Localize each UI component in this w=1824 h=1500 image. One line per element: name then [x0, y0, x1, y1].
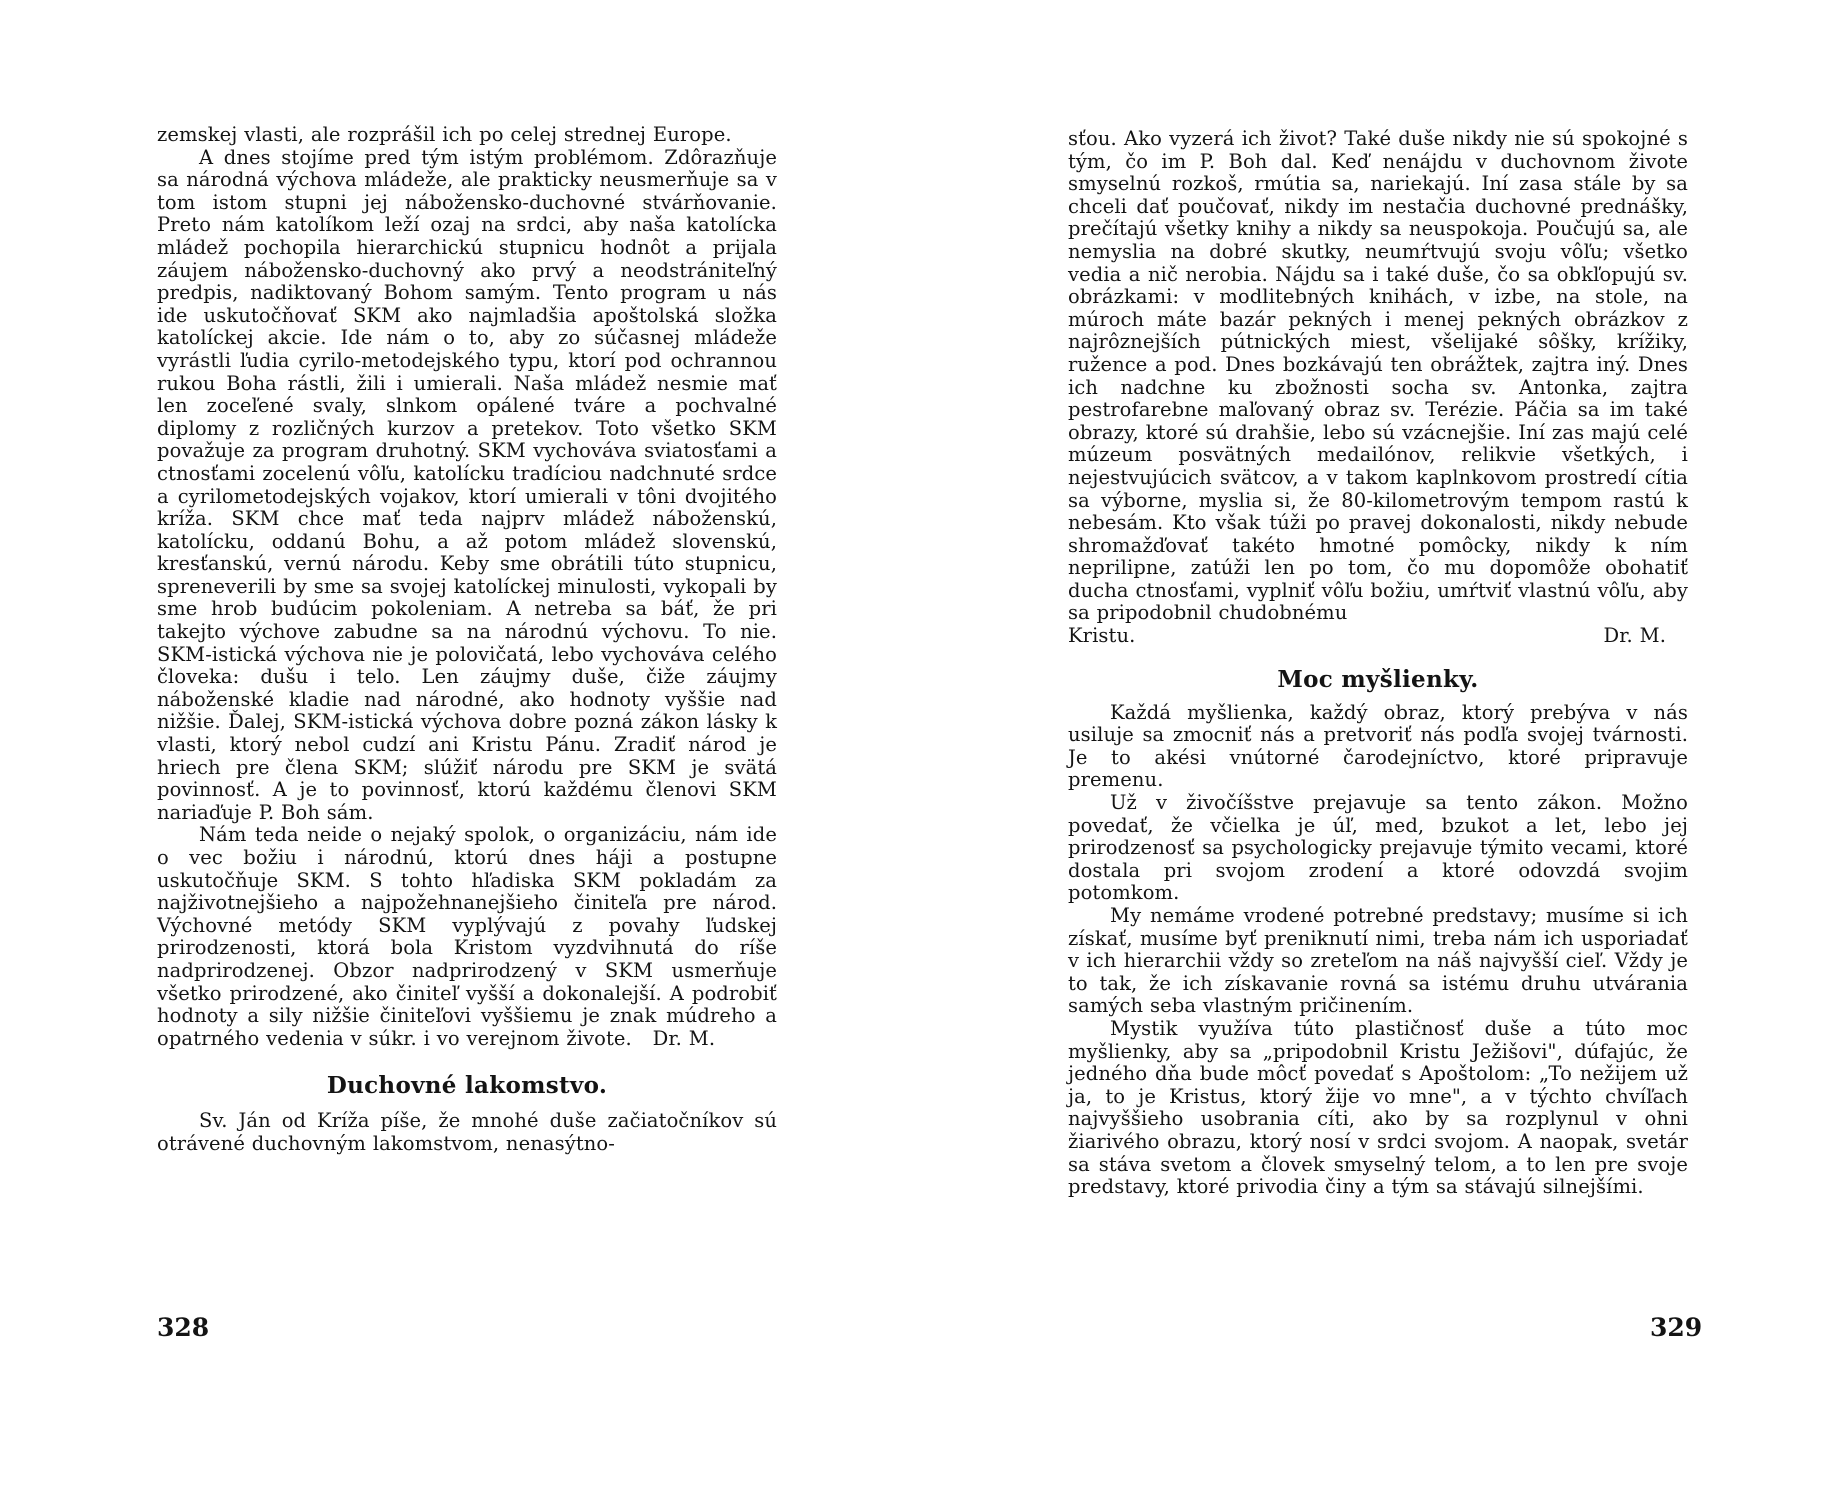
right-signature: Dr. M.: [1603, 624, 1666, 648]
left-paragraph-3: Nám teda neide o nejaký spolok, o organizáciu, nám ide o vec božiu i národnú, ktorú dnes háji a postupne uskutočňuje SKM. S tohto hľadiska SKM pokladám za najživotnejšieho a najpožehnanejšieho činiteľa pre národ. Výchovné metódy SKM vyplývajú z povahy ľudskej prirodzenosti, ktorá bola Kristom vyzdvihnutá do ríše nadprirodzenej. Obzor nadprirodzený v SKM usmerňuje všetko prirodzené, ako činiteľ vyšší a dokonalejší. A podrobiť hodnoty a sily nižšie činiteľovi vyššiemu je znak múdreho a opatrného vedenia v súkr. i vo verejnom živote.: [157, 823, 777, 1050]
right-paragraph-3: My nemáme vrodené potrebné predstavy; musíme si ich získať, musíme byť preniknutí nimi, treba nám ich usporiadať v ich hierarchii vždy so zreteľom na náš najvyšší cieľ. Vždy je to tak, že ich získavanie rovná sa istému druhu utvárania samých seba vlastným pričinením.: [1068, 904, 1688, 1018]
left-signature: Dr. M.: [652, 1026, 716, 1050]
right-closing-line: [1068, 625, 1688, 648]
page-number-right: 329: [1650, 1313, 1703, 1342]
left-page: [157, 124, 777, 1156]
right-closing-word: Kristu.: [1068, 624, 1136, 648]
left-paragraph-1: zemskej vlasti, ale rozprášil ich po celej strednej Europe.: [157, 123, 732, 146]
left-closing-paragraph: Sv. Ján od Kríža píše, že mnohé duše začiatočníkov sú otrávené duchovným lakomstvom, nenasýtno-: [157, 1109, 777, 1155]
left-paragraph-2: A dnes stojíme pred tým istým problémom. Zdôrazňuje sa národná výchova mládeže, ale prakticky neusmerňuje sa v tom istom stupni jej nábožensko-duchovné stvárňovanie. Preto nám katolíkom leží ozaj na srdci, aby naša katolícka mládež pochopila hierarchickú stupnicu hodnôt a prijala záujem nábožensko-duchovný ako prvý a neodstrániteľný predpis, nadiktovaný Bohom samým. Tento program u nás ide uskutočňovať SKM ako najmladšia apoštolská složka katolíckej akcie. Ide nám o to, aby zo súčasnej mládeže vyrástli ľudia cyrilo-metodejského typu, ktorí pod ochrannou rukou Boha rástli, žili i umierali. Naša mládež nesmie mať len zoceľené svaly, slnkom opálené tváre a pochvalné diplomy z rozličných kurzov a pretekov. Toto všetko SKM považuje za program druhotný. SKM vychováva sviatosťami a ctnosťami zocelenú vôľu, katolícku tradíciou nadchnuté srdce a cyrilometodejských vojakov, ktorí umierali v tôni dvojitého kríža. SKM chce mať teda najprv mládež náboženskú, katolícku, oddanú Bohu, a až potom mládež slovenskú, kresťanskú, vernú národu. Keby sme obrátili túto stupnicu, spreneverili by sme sa svojej katolíckej minulosti, vykopali by sme hrob budúcim pokoleniam. A netreba sa báť, že pri takejto výchove zabudne sa na národnú výchovu. To nie. SKM-istická výchova nie je polovičatá, lebo vychováva celého človeka: dušu i telo. Len záujmy duše, čiže záujmy náboženské kladie nad národné, ako hodnoty vyššie nad nižšie. Ďalej, SKM-istická výchova dobre pozná zákon lásky k vlasti, ktorý nebol cudzí ani Kristu Pánu. Zradiť národ je hriech pre člena SKM; slúžiť národu pre SKM je svätá povinnosť. A je to povinnosť, ktorú každému členovi SKM nariaďuje P. Boh sám.: [157, 145, 777, 824]
right-paragraph-2: Už v živočíšstve prejavuje sa tento zákon. Možno povedať, že včielka je úľ, med, bzukot a let, lebo jej prirodzenosť sa psychologicky prejavuje týmito vecami, ktoré dostala pri svojom zrodení a ktoré odovzdá svojim potomkom.: [1068, 791, 1688, 905]
right-paragraph-1: Každá myšlienka, každý obraz, ktorý prebýva v nás usiluje sa zmocniť nás a pretvoriť nás podľa svojej tvárnosti. Je to akési vnútorné čarodejníctvo, ktoré pripravuje premenu.: [1068, 700, 1688, 792]
left-paragraph-3-with-signature: [157, 824, 777, 1050]
right-opening-paragraph: sťou. Ako vyzerá ich život? Také duše nikdy nie sú spokojné s tým, čo im P. Boh dal. Keď nenájdu v duchovnom živote smyselnú rozkoš, rmútia sa, nariekajú. Iní zasa stále by sa chceli dať poučovať, nikdy im nestačia duchovné prednášky, prečítajú všetky knihy a nikdy sa neuspokoja. Poučujú sa, ale nemyslia na dobré skutky, neumŕtvujú svoju vôľu; všetko vedia a nič nerobia. Nájdu sa i také duše, čo sa obkľopujú sv. obrázkami: v modlitebných knihách, v izbe, na stole, na múroch máte bazár pekných i menej pekných obrázkov z najrôznejších pútnických miest, všelijaké sôšky, krížiky, ružence a pod. Dnes bozkávajú ten obrážtek, zajtra iný. Dnes ich nadchne ku zbožnosti socha sv. Antonka, zajtra pestrofarebne maľovaný obraz sv. Terézie. Páčia sa im také obrazy, ktoré sú drahšie, lebo sú vzácnejšie. Iní zas majú celé múzeum posvätných medailónov, relikvie všetkých, i nejestvujúcich svätcov, a v takom kaplnkovom prostredí cítia sa výborne, myslia si, že 80-kilometrovým tempom rastú k nebesám. Kto však túži po pravej dokonalosti, nikdy nebude shromažďovať takéto hmotné pomôcky, nikdy k ním neprilipne, zatúži len po tom, čo mu dopomôže obohatiť ducha ctnosťami, vyplniť vôľu božiu, umŕtviť vlastnú vôľu, aby sa pripodobnil chudobnému: [1068, 127, 1688, 625]
right-section-heading: Moc myšlienky.: [1277, 665, 1479, 693]
left-section-heading: Duchovné lakomstvo.: [326, 1072, 608, 1100]
right-page: [1068, 128, 1688, 1199]
right-paragraph-4: Mystik využíva túto plastičnosť duše a túto moc myšlienky, aby sa „pripodobnil Kristu Ježišovi", dúfajúc, že jedného dňa bude môcť povedať s Apoštolom: „To nežijem už ja, to je Kristus, ktorý žije vo mne", a v týchto chvíľach najvyššieho usobrania cíti, ako by sa rozplynul v ohni žiarivého obrazu, ktorý nosí v srdci svojom. A naopak, svetár sa stáva svetom a človek smyselný telom, a to len pre svoje predstavy, ktoré privodia činy a tým sa stávajú silnejšími.: [1068, 1016, 1688, 1199]
page-number-left: 328: [157, 1313, 210, 1342]
